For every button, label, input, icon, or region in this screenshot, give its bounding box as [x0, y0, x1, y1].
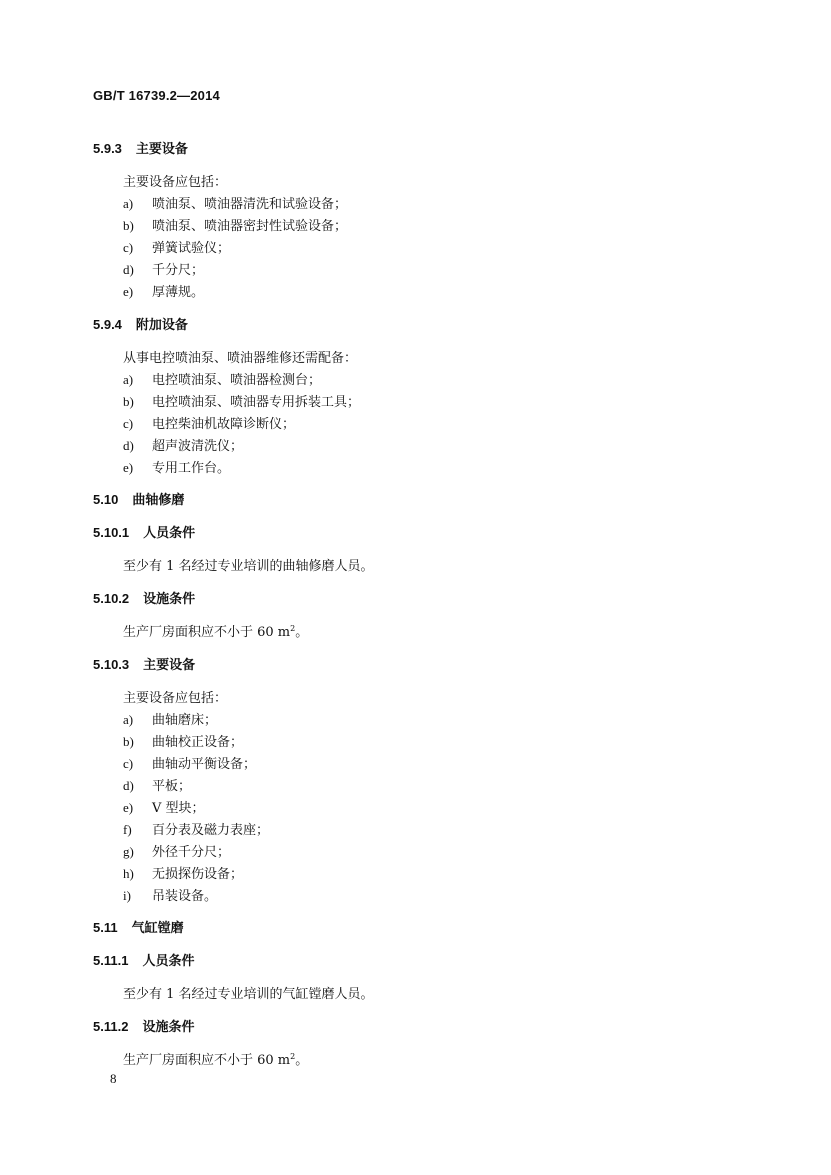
unit-superscript: 2 [290, 1052, 296, 1061]
section-title: 人员条件 [143, 526, 196, 541]
list-item-text: 吊装设备。 [152, 889, 218, 904]
section-number: 5.10 [93, 492, 119, 507]
paragraph-text: 生产厂房面积应不小于 60 m [123, 1053, 291, 1068]
list-item-text: V 型块； [152, 801, 205, 816]
list-item-text: 百分表及磁力表座； [152, 823, 270, 838]
section-heading [93, 138, 188, 157]
paragraph [123, 1049, 308, 1068]
list-marker: e) [123, 800, 134, 815]
list-marker: g) [123, 844, 134, 859]
list-item [123, 259, 204, 278]
paragraph-text: 主要设备应包括： [123, 691, 228, 706]
list-marker: a) [123, 372, 134, 387]
list-marker: f) [123, 822, 132, 837]
list-marker: b) [123, 394, 134, 409]
list-item [123, 193, 347, 212]
paragraph-text: 主要设备应包括： [123, 175, 228, 190]
list-marker: b) [123, 218, 134, 233]
list-item-text: 专用工作台。 [152, 461, 231, 476]
section-title: 气缸镗磨 [131, 921, 184, 936]
paragraph [123, 983, 374, 1002]
list-item [123, 457, 230, 476]
list-item [123, 841, 230, 860]
section-heading [93, 654, 195, 673]
list-item [123, 215, 347, 234]
list-marker: c) [123, 416, 134, 431]
list-marker: d) [123, 438, 134, 453]
paragraph [123, 347, 357, 366]
list-item-text: 弹簧试验仪； [152, 241, 231, 256]
list-item-text: 平板； [152, 779, 192, 794]
paragraph-text: 从事电控喷油泵、喷油器维修还需配备： [123, 351, 358, 366]
list-item-text: 曲轴磨床； [152, 713, 218, 728]
paragraph-text: 至少有 1 名经过专业培训的气缸镗磨人员。 [123, 987, 374, 1002]
list-item-text: 曲轴动平衡设备； [152, 757, 257, 772]
list-marker: e) [123, 460, 134, 475]
list-marker: d) [123, 778, 134, 793]
paragraph-tail: 。 [295, 625, 309, 640]
list-item [123, 753, 256, 772]
section-title: 附加设备 [135, 318, 188, 333]
list-item-text: 曲轴校正设备； [152, 735, 244, 750]
list-item-text: 无损探伤设备； [152, 867, 244, 882]
list-marker: a) [123, 712, 134, 727]
document-id: GB/T 16739.2—2014 [93, 88, 220, 103]
paragraph [123, 621, 308, 640]
section-number: 5.11 [93, 920, 118, 935]
section-number: 5.10.3 [93, 657, 130, 672]
list-marker: i) [123, 888, 131, 903]
section-title: 主要设备 [135, 142, 188, 157]
list-item [123, 885, 217, 904]
section-heading [93, 522, 195, 541]
list-item [123, 435, 243, 454]
paragraph [123, 687, 227, 706]
section-heading [93, 917, 184, 936]
section-number: 5.11.1 [93, 953, 129, 968]
list-item-text: 超声波清洗仪； [152, 439, 244, 454]
list-marker: b) [123, 734, 134, 749]
list-item [123, 731, 243, 750]
paragraph [123, 171, 227, 190]
section-number: 5.11.2 [93, 1019, 129, 1034]
list-item-text: 电控喷油泵、喷油器检测台； [152, 373, 322, 388]
section-title: 人员条件 [142, 954, 195, 969]
list-item [123, 709, 217, 728]
paragraph-text: 至少有 1 名经过专业培训的曲轴修磨人员。 [123, 559, 374, 574]
section-title: 曲轴修磨 [132, 493, 185, 508]
list-item [123, 391, 360, 410]
list-item [123, 775, 191, 794]
list-item [123, 237, 230, 256]
list-item [123, 863, 243, 882]
list-marker: c) [123, 240, 134, 255]
section-heading [93, 950, 194, 969]
section-number: 5.10.1 [93, 525, 130, 540]
section-title: 设施条件 [143, 592, 196, 607]
list-marker: a) [123, 196, 134, 211]
section-heading [93, 588, 195, 607]
section-number: 5.10.2 [93, 591, 130, 606]
section-title: 主要设备 [143, 658, 196, 673]
list-item-text: 外径千分尺； [152, 845, 231, 860]
paragraph-tail: 。 [295, 1053, 309, 1068]
list-item [123, 369, 321, 388]
section-number: 5.9.3 [93, 141, 122, 156]
list-item [123, 797, 205, 816]
list-marker: h) [123, 866, 134, 881]
list-item-text: 电控柴油机故障诊断仪； [152, 417, 296, 432]
list-item-text: 厚薄规。 [152, 285, 205, 300]
section-number: 5.9.4 [93, 317, 122, 332]
unit-superscript: 2 [290, 624, 296, 633]
paragraph-text: 生产厂房面积应不小于 60 m [123, 625, 291, 640]
section-title: 设施条件 [142, 1020, 195, 1035]
list-marker: c) [123, 756, 134, 771]
list-item-text: 电控喷油泵、喷油器专用拆装工具； [152, 395, 361, 410]
list-marker: d) [123, 262, 134, 277]
list-item-text: 喷油泵、喷油器密封性试验设备； [152, 219, 348, 234]
page-number: 8 [110, 1071, 117, 1086]
list-item [123, 819, 269, 838]
list-item-text: 千分尺； [152, 263, 205, 278]
section-heading [93, 314, 188, 333]
section-heading [93, 489, 184, 508]
list-item [123, 413, 295, 432]
list-item [123, 281, 204, 300]
section-heading [93, 1016, 194, 1035]
list-item-text: 喷油泵、喷油器清洗和试验设备； [152, 197, 348, 212]
paragraph [123, 555, 374, 574]
list-marker: e) [123, 284, 134, 299]
